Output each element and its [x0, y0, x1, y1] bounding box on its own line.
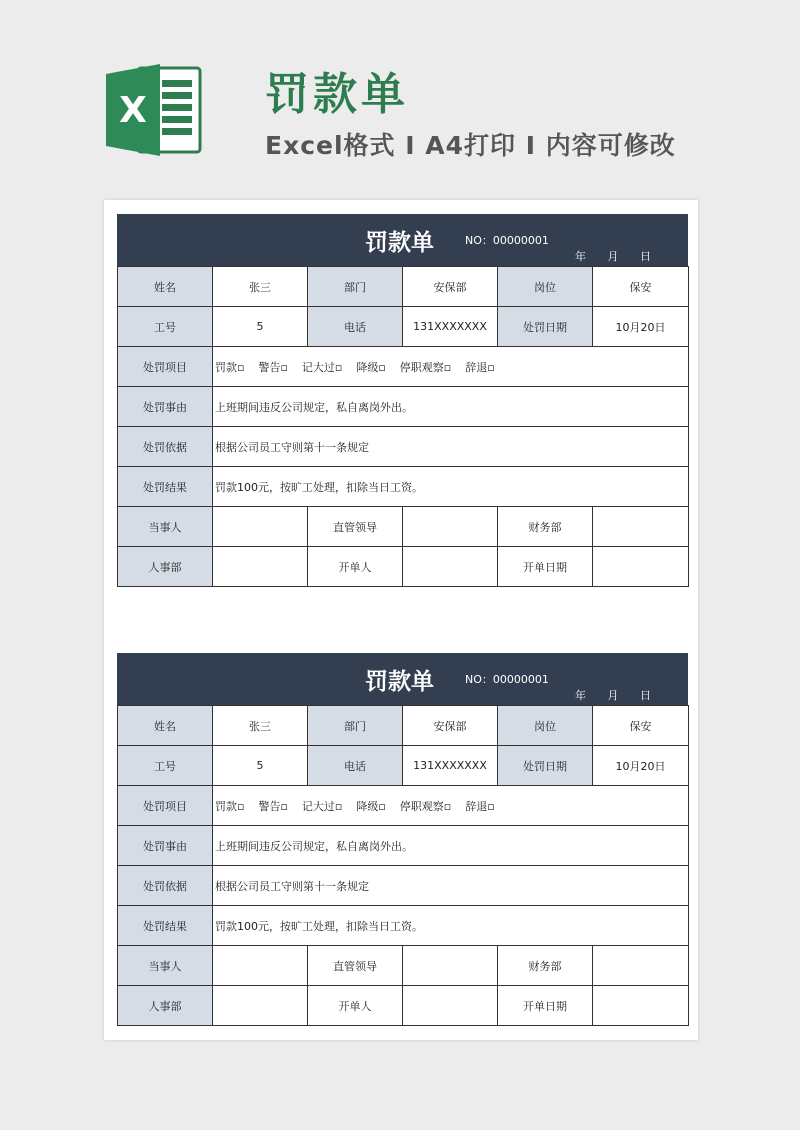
post-label: 岗位 [498, 267, 593, 307]
table-row [118, 946, 689, 986]
table-row [118, 387, 689, 427]
table-row [118, 547, 689, 587]
excel-logo-icon [104, 62, 204, 158]
dept-label: 部门 [308, 267, 403, 307]
phone-cell[interactable]: 131XXXXXXX [403, 307, 498, 347]
penalty-date-label: 处罚日期 [498, 746, 593, 786]
issuer-cell[interactable] [403, 986, 498, 1026]
page-header [0, 0, 800, 200]
table-row [118, 906, 689, 946]
table-row [118, 427, 689, 467]
form-title: 罚款单 [365, 230, 434, 256]
post-label: 岗位 [498, 706, 593, 746]
party-label: 当事人 [118, 507, 213, 547]
phone-cell[interactable]: 131XXXXXXX [403, 746, 498, 786]
penalty-item-cell[interactable]: 罚款▫ 警告▫ 记大过▫ 降级▫ 停职观察▫ 辞退▫ [213, 347, 689, 387]
party-cell[interactable] [213, 946, 308, 986]
issue-date-cell[interactable] [593, 547, 689, 587]
table-row [118, 786, 689, 826]
issuer-label: 开单人 [308, 986, 403, 1026]
phone-label: 电话 [308, 746, 403, 786]
penalty-form-2 [117, 653, 688, 1026]
id-label: 工号 [118, 307, 213, 347]
table-row [118, 866, 689, 906]
post-cell[interactable]: 保安 [593, 706, 689, 746]
penalty-date-cell[interactable]: 10月20日 [593, 746, 689, 786]
form-table [117, 266, 689, 587]
penalty-result-label: 处罚结果 [118, 467, 213, 507]
issue-date-label: 开单日期 [498, 986, 593, 1026]
penalty-date-cell[interactable]: 10月20日 [593, 307, 689, 347]
name-label: 姓名 [118, 267, 213, 307]
penalty-reason-cell[interactable]: 上班期间违反公司规定，私自离岗外出。 [213, 826, 689, 866]
table-row [118, 307, 689, 347]
phone-label: 电话 [308, 307, 403, 347]
dept-cell[interactable]: 安保部 [403, 706, 498, 746]
table-row [118, 267, 689, 307]
issuer-cell[interactable] [403, 547, 498, 587]
page-title: 罚款单 [265, 69, 409, 120]
post-cell[interactable]: 保安 [593, 267, 689, 307]
dept-label: 部门 [308, 706, 403, 746]
id-cell[interactable]: 5 [213, 746, 308, 786]
table-row [118, 347, 689, 387]
issue-date-label: 开单日期 [498, 547, 593, 587]
id-label: 工号 [118, 746, 213, 786]
issuer-label: 开单人 [308, 547, 403, 587]
finance-cell[interactable] [593, 507, 689, 547]
issue-date-cell[interactable] [593, 986, 689, 1026]
form-date: 年 月 日 [575, 250, 651, 263]
finance-label: 财务部 [498, 946, 593, 986]
penalty-result-cell[interactable]: 罚款100元，按旷工处理，扣除当日工资。 [213, 906, 689, 946]
name-cell[interactable]: 张三 [213, 267, 308, 307]
name-label: 姓名 [118, 706, 213, 746]
hr-label: 人事部 [118, 986, 213, 1026]
penalty-basis-cell[interactable]: 根据公司员工守则第十一条规定 [213, 866, 689, 906]
finance-label: 财务部 [498, 507, 593, 547]
form-date: 年 月 日 [575, 689, 651, 702]
penalty-reason-label: 处罚事由 [118, 387, 213, 427]
table-row [118, 467, 689, 507]
party-label: 当事人 [118, 946, 213, 986]
penalty-item-label: 处罚项目 [118, 347, 213, 387]
form-header [117, 653, 688, 705]
penalty-basis-cell[interactable]: 根据公司员工守则第十一条规定 [213, 427, 689, 467]
id-cell[interactable]: 5 [213, 307, 308, 347]
name-cell[interactable]: 张三 [213, 706, 308, 746]
penalty-item-cell[interactable]: 罚款▫ 警告▫ 记大过▫ 降级▫ 停职观察▫ 辞退▫ [213, 786, 689, 826]
leader-label: 直管领导 [308, 507, 403, 547]
form-table [117, 705, 689, 1026]
table-row [118, 746, 689, 786]
hr-cell[interactable] [213, 986, 308, 1026]
penalty-reason-label: 处罚事由 [118, 826, 213, 866]
page-subtitle: Excel格式 I A4打印 I 内容可修改 [265, 131, 676, 160]
leader-label: 直管领导 [308, 946, 403, 986]
penalty-result-cell[interactable]: 罚款100元，按旷工处理，扣除当日工资。 [213, 467, 689, 507]
penalty-basis-label: 处罚依据 [118, 427, 213, 467]
hr-cell[interactable] [213, 547, 308, 587]
svg-text:X: X [119, 90, 147, 131]
penalty-date-label: 处罚日期 [498, 307, 593, 347]
table-row [118, 507, 689, 547]
penalty-item-label: 处罚项目 [118, 786, 213, 826]
hr-label: 人事部 [118, 547, 213, 587]
table-row [118, 986, 689, 1026]
dept-cell[interactable]: 安保部 [403, 267, 498, 307]
table-row [118, 826, 689, 866]
leader-cell[interactable] [403, 507, 498, 547]
form-number: NO：00000001 [465, 234, 549, 247]
form-title: 罚款单 [365, 669, 434, 695]
leader-cell[interactable] [403, 946, 498, 986]
penalty-form-1 [117, 214, 688, 587]
finance-cell[interactable] [593, 946, 689, 986]
form-header [117, 214, 688, 266]
form-number: NO：00000001 [465, 673, 549, 686]
penalty-basis-label: 处罚依据 [118, 866, 213, 906]
penalty-result-label: 处罚结果 [118, 906, 213, 946]
table-row [118, 706, 689, 746]
penalty-reason-cell[interactable]: 上班期间违反公司规定，私自离岗外出。 [213, 387, 689, 427]
party-cell[interactable] [213, 507, 308, 547]
